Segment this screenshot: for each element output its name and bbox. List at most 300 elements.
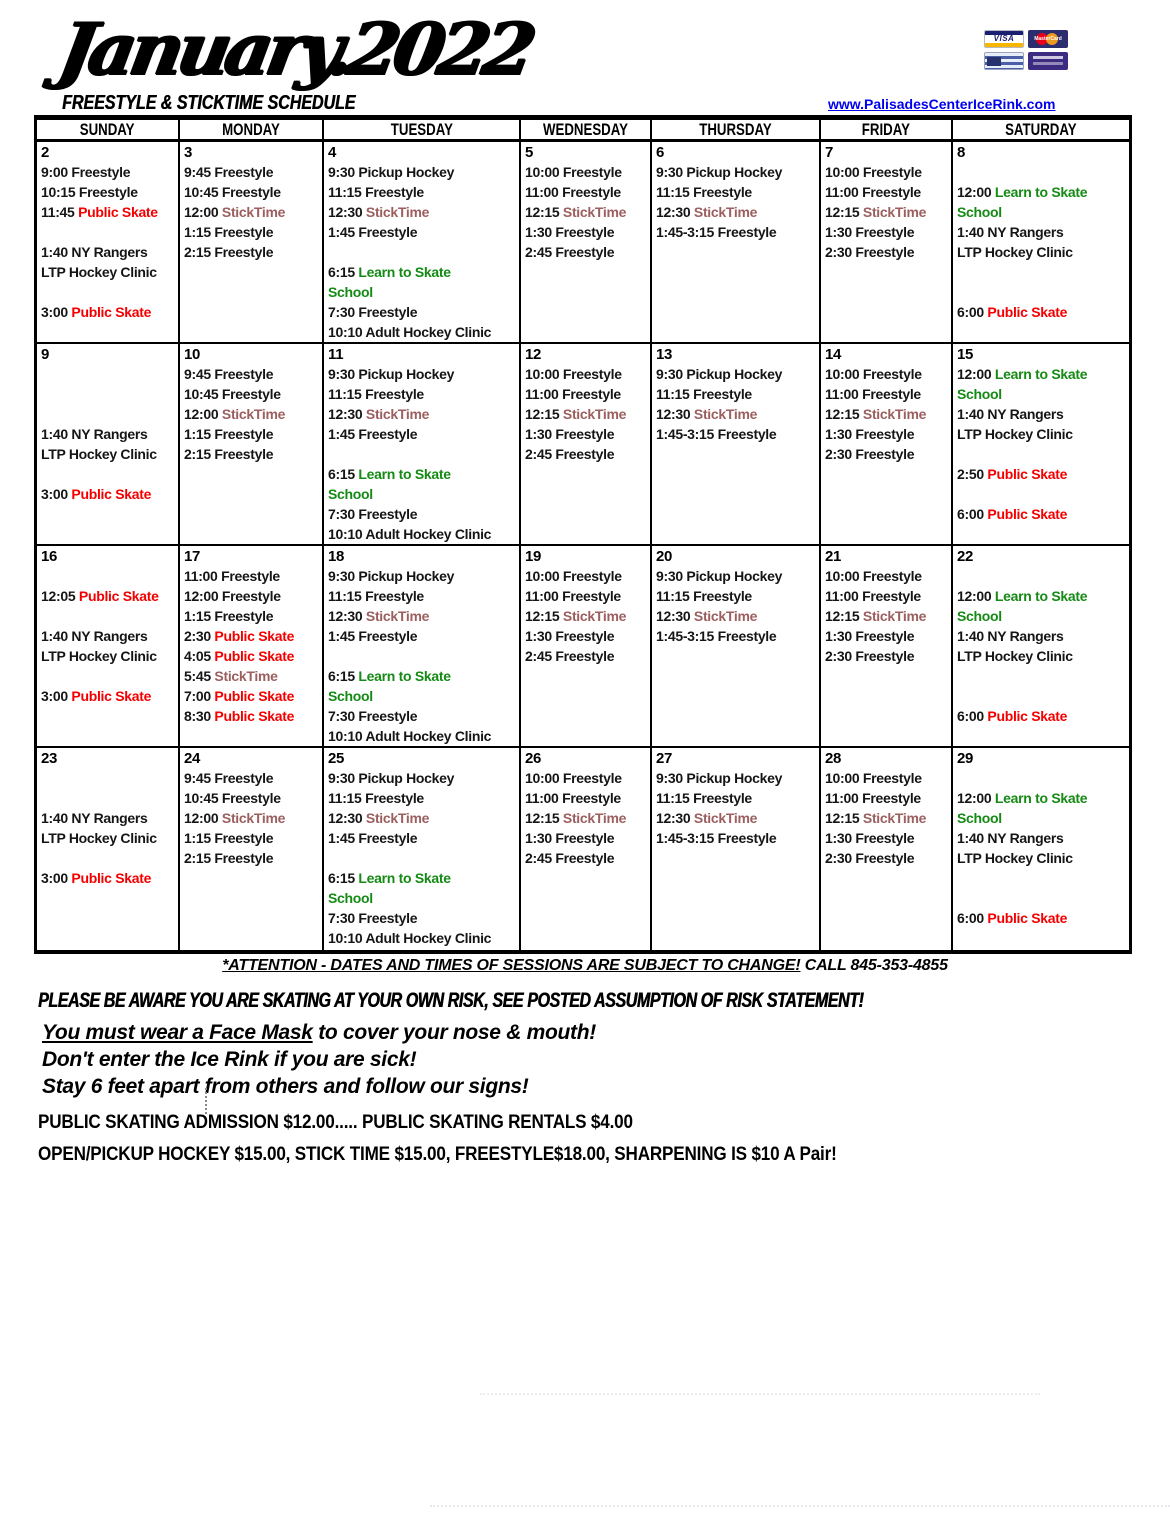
session-time: 8:30 xyxy=(184,708,215,724)
schedule-entry xyxy=(957,706,1127,726)
session-label: School xyxy=(328,486,373,502)
session-time: 1:30 Freestyle xyxy=(525,224,615,240)
day-cell-22 xyxy=(953,546,1129,748)
day-cell-11 xyxy=(324,344,521,546)
session-time: 12:15 xyxy=(525,608,563,624)
session-label: StickTime xyxy=(862,406,927,422)
schedule-entry xyxy=(957,606,1127,626)
session-time: LTP Hockey Clinic xyxy=(957,426,1073,442)
session-label: Learn to Skate xyxy=(994,588,1088,604)
session-time: 9:30 Pickup Hockey xyxy=(328,164,455,180)
session-time: 11:15 Freestyle xyxy=(328,790,424,806)
day-number: 11 xyxy=(328,346,344,363)
schedule-entry xyxy=(957,202,1127,222)
day-cell-10 xyxy=(180,344,324,546)
schedule-entry xyxy=(525,162,648,182)
schedule-entry xyxy=(184,606,320,626)
day-header-saturday xyxy=(953,120,1129,142)
schedule-entry xyxy=(41,646,176,666)
session-time: 11:15 Freestyle xyxy=(328,184,424,200)
day-cell-2 xyxy=(37,142,180,344)
schedule-entry xyxy=(656,586,817,606)
amex-card-icon xyxy=(984,52,1024,70)
session-time: 1:45-3:15 Freestyle xyxy=(656,830,777,846)
session-time: 9:45 Freestyle xyxy=(184,366,274,382)
schedule-entry xyxy=(328,322,517,342)
day-cell-3 xyxy=(180,142,324,344)
schedule-entry xyxy=(328,364,517,384)
session-time: 10:00 Freestyle xyxy=(525,568,622,584)
session-time: 2:30 Freestyle xyxy=(825,446,915,462)
session-time: 1:40 NY Rangers xyxy=(957,406,1064,422)
day-header-monday xyxy=(180,120,324,142)
day-cell-13 xyxy=(652,344,821,546)
schedule-entry xyxy=(328,504,517,524)
session-time: 11:45 xyxy=(41,204,79,220)
schedule-entry xyxy=(656,182,817,202)
session-time: 12:00 xyxy=(957,790,995,806)
schedule-entry xyxy=(184,666,320,686)
schedule-entry xyxy=(184,768,320,788)
schedule-entry xyxy=(656,222,817,242)
schedule-entry xyxy=(957,162,1127,182)
card-text-line xyxy=(1033,56,1063,59)
session-time: LTP Hockey Clinic xyxy=(41,830,157,846)
session-time: 12:15 xyxy=(825,810,863,826)
schedule-entry xyxy=(184,686,320,706)
schedule-entry xyxy=(328,666,517,686)
session-label: Public Skate xyxy=(987,708,1068,724)
session-time: 9:00 Freestyle xyxy=(41,164,131,180)
session-time: 2:15 Freestyle xyxy=(184,446,274,462)
schedule-entry xyxy=(328,768,517,788)
session-label: StickTime xyxy=(221,204,286,220)
session-time: 1:40 NY Rangers xyxy=(957,830,1064,846)
day-number: 28 xyxy=(825,750,842,767)
schedule-entry xyxy=(525,566,648,586)
mastercard-label: MasterCard xyxy=(1034,36,1062,42)
session-time: 12:00 xyxy=(184,810,222,826)
session-label: StickTime xyxy=(562,810,627,826)
session-time: 1:30 Freestyle xyxy=(525,628,615,644)
session-label: StickTime xyxy=(862,608,927,624)
day-cell-6 xyxy=(652,142,821,344)
session-label: StickTime xyxy=(862,204,927,220)
session-time: 12:30 xyxy=(328,406,366,422)
schedule-entry xyxy=(957,848,1127,868)
schedule-entry xyxy=(328,524,517,544)
schedule-entry xyxy=(525,828,648,848)
session-label: StickTime xyxy=(693,810,758,826)
session-time: 7:30 Freestyle xyxy=(328,910,418,926)
schedule-entry xyxy=(328,606,517,626)
schedule-entry xyxy=(328,302,517,322)
scan-artifact-line xyxy=(430,1505,1170,1507)
schedule-entry xyxy=(41,808,176,828)
schedule-entry xyxy=(184,162,320,182)
schedule-entry xyxy=(41,484,176,504)
schedule-entry xyxy=(525,404,648,424)
schedule-entry xyxy=(656,162,817,182)
session-time: 11:00 Freestyle xyxy=(825,790,921,806)
session-time: 10:00 Freestyle xyxy=(525,366,622,382)
session-time: 2:50 xyxy=(957,466,988,482)
session-time: LTP Hockey Clinic xyxy=(957,850,1073,866)
schedule-entry xyxy=(525,626,648,646)
schedule-entry xyxy=(41,364,176,384)
day-header-thursday xyxy=(652,120,821,142)
session-time: 6:00 xyxy=(957,910,988,926)
day-number: 21 xyxy=(825,548,842,565)
day-number: 19 xyxy=(525,548,542,565)
session-time: 2:45 Freestyle xyxy=(525,850,615,866)
session-time: 11:15 Freestyle xyxy=(656,790,752,806)
day-cell-26 xyxy=(521,748,652,950)
session-time: 10:00 Freestyle xyxy=(825,770,922,786)
schedule-entry xyxy=(656,424,817,444)
schedule-entry xyxy=(328,424,517,444)
schedule-entry xyxy=(656,606,817,626)
day-number: 25 xyxy=(328,750,345,767)
attention-text: *ATTENTION - DATES AND TIMES OF SESSIONS ARE SUBJECT TO CHANGE! xyxy=(222,957,801,974)
session-time: 12:00 xyxy=(957,184,995,200)
schedule-entry xyxy=(957,424,1127,444)
session-time: 10:10 Adult Hockey Clinic xyxy=(328,930,492,946)
session-time: 12:00 xyxy=(184,406,222,422)
schedule-entry xyxy=(328,384,517,404)
schedule-entry xyxy=(41,424,176,444)
session-label: School xyxy=(957,608,1002,624)
session-time: 10:00 Freestyle xyxy=(825,568,922,584)
schedule-entry xyxy=(825,586,949,606)
session-time: 1:30 Freestyle xyxy=(825,426,915,442)
session-time: 9:45 Freestyle xyxy=(184,770,274,786)
session-time: 12:15 xyxy=(525,406,563,422)
session-time: 1:45 Freestyle xyxy=(328,830,418,846)
schedule-entry xyxy=(825,626,949,646)
day-number: 29 xyxy=(957,750,974,767)
session-time: 12:15 xyxy=(825,608,863,624)
schedule-entry xyxy=(957,566,1127,586)
schedule-entry xyxy=(525,768,648,788)
schedule-entry xyxy=(328,242,517,262)
schedule-entry xyxy=(328,484,517,504)
schedule-entry xyxy=(184,828,320,848)
session-time: 12:30 xyxy=(656,608,694,624)
session-label: School xyxy=(957,386,1002,402)
schedule-entry xyxy=(825,768,949,788)
schedule-entry xyxy=(825,828,949,848)
day-cell-25 xyxy=(324,748,521,950)
page-title: January.2022 xyxy=(52,6,537,91)
session-label: Public Skate xyxy=(987,910,1068,926)
session-label: School xyxy=(328,890,373,906)
payment-cards xyxy=(984,30,1068,70)
session-label: Public Skate xyxy=(214,648,295,664)
session-time: 12:30 xyxy=(328,608,366,624)
schedule-entry xyxy=(328,706,517,726)
session-label: Public Skate xyxy=(71,688,152,704)
risk-statement: PLEASE BE AWARE YOU ARE SKATING AT YOUR OWN RISK, SEE POSTED ASSUMPTION OF RISK STATEMENT! xyxy=(38,989,864,1012)
session-time: 6:00 xyxy=(957,304,988,320)
session-label: StickTime xyxy=(214,668,278,684)
session-time: 9:30 Pickup Hockey xyxy=(328,568,455,584)
day-cell-19 xyxy=(521,546,652,748)
session-time: 12:00 xyxy=(957,588,995,604)
session-time: 1:30 Freestyle xyxy=(525,426,615,442)
session-time: 10:15 Freestyle xyxy=(41,184,138,200)
schedule-entry xyxy=(957,484,1127,504)
session-time: 9:30 Pickup Hockey xyxy=(328,366,455,382)
day-header-label: THURSDAY xyxy=(699,119,772,139)
schedule-entry xyxy=(957,182,1127,202)
schedule-entry xyxy=(328,202,517,222)
schedule-entry xyxy=(656,364,817,384)
day-number: 9 xyxy=(41,346,50,363)
day-cell-20 xyxy=(652,546,821,748)
schedule-entry xyxy=(825,646,949,666)
schedule-entry xyxy=(825,162,949,182)
session-label: StickTime xyxy=(221,406,286,422)
visa-label: VISA xyxy=(993,34,1015,43)
session-label: StickTime xyxy=(562,406,627,422)
schedule-entry xyxy=(825,202,949,222)
schedule-entry xyxy=(957,444,1127,464)
session-time: 7:30 Freestyle xyxy=(328,506,418,522)
session-label: School xyxy=(957,810,1002,826)
schedule-entry xyxy=(825,182,949,202)
scan-artifact-line xyxy=(480,1393,1040,1395)
session-label: StickTime xyxy=(862,810,927,826)
schedule-entry xyxy=(184,242,320,262)
session-label: Learn to Skate xyxy=(994,366,1088,382)
day-cell-9 xyxy=(37,344,180,546)
schedule-entry xyxy=(41,444,176,464)
schedule-calendar xyxy=(34,115,1132,954)
schedule-entry xyxy=(957,464,1127,484)
schedule-entry xyxy=(525,848,648,868)
session-time: LTP Hockey Clinic xyxy=(41,648,157,664)
day-number: 17 xyxy=(184,548,201,565)
day-number: 12 xyxy=(525,346,542,363)
schedule-entry xyxy=(656,808,817,828)
schedule-entry xyxy=(957,222,1127,242)
schedule-entry xyxy=(825,242,949,262)
schedule-entry xyxy=(525,424,648,444)
session-label: Public Skate xyxy=(987,506,1068,522)
session-label: Learn to Skate xyxy=(994,184,1088,200)
day-cell-5 xyxy=(521,142,652,344)
session-label: Learn to Skate xyxy=(358,466,451,482)
schedule-entry xyxy=(957,868,1127,888)
schedule-entry xyxy=(525,606,648,626)
session-time: 2:15 Freestyle xyxy=(184,244,274,260)
schedule-entry xyxy=(525,364,648,384)
session-time: 11:15 Freestyle xyxy=(328,588,424,604)
session-time: 12:00 xyxy=(184,204,222,220)
session-time: 9:30 Pickup Hockey xyxy=(328,770,455,786)
session-label: StickTime xyxy=(693,608,758,624)
schedule-entry xyxy=(957,504,1127,524)
session-time: 1:30 Freestyle xyxy=(525,830,615,846)
schedule-entry xyxy=(184,404,320,424)
session-time: 5:45 xyxy=(184,668,215,684)
schedule-entry xyxy=(328,262,517,282)
schedule-entry xyxy=(525,788,648,808)
session-label: StickTime xyxy=(365,204,430,220)
day-cell-7 xyxy=(821,142,953,344)
schedule-entry xyxy=(184,808,320,828)
schedule-entry xyxy=(328,182,517,202)
schedule-entry xyxy=(328,222,517,242)
session-label: Public Skate xyxy=(214,708,295,724)
session-time: 9:30 Pickup Hockey xyxy=(656,366,783,382)
session-time: 11:00 Freestyle xyxy=(825,386,921,402)
session-time: 1:45-3:15 Freestyle xyxy=(656,426,777,442)
session-label: Public Skate xyxy=(987,466,1068,482)
schedule-entry xyxy=(957,908,1127,928)
session-time: 11:15 Freestyle xyxy=(328,386,424,402)
session-time: 1:45 Freestyle xyxy=(328,224,418,240)
session-time: 6:15 xyxy=(328,870,359,886)
schedule-entry xyxy=(328,848,517,868)
session-time: 10:00 Freestyle xyxy=(525,164,622,180)
schedule-entry xyxy=(825,788,949,808)
schedule-entry xyxy=(328,868,517,888)
session-time: 2:15 Freestyle xyxy=(184,850,274,866)
schedule-entry xyxy=(328,686,517,706)
admission-prices: PUBLIC SKATING ADMISSION $12.00..... PUBLIC SKATING RENTALS $4.00 xyxy=(38,1112,633,1133)
session-time: 12:00 xyxy=(957,366,995,382)
schedule-entry xyxy=(957,586,1127,606)
schedule-entry xyxy=(328,726,517,746)
schedule-entry xyxy=(656,404,817,424)
session-time: 11:15 Freestyle xyxy=(656,386,752,402)
card-text-line xyxy=(1033,62,1063,65)
session-time: 11:15 Freestyle xyxy=(656,184,752,200)
schedule-entry xyxy=(525,808,648,828)
schedule-entry xyxy=(184,848,320,868)
session-label: StickTime xyxy=(365,810,430,826)
schedule-entry xyxy=(957,808,1127,828)
session-time: 1:30 Freestyle xyxy=(825,628,915,644)
schedule-entry xyxy=(525,222,648,242)
day-cell-27 xyxy=(652,748,821,950)
schedule-entry xyxy=(41,768,176,788)
session-time: 9:30 Pickup Hockey xyxy=(656,164,783,180)
session-time: 1:45-3:15 Freestyle xyxy=(656,628,777,644)
session-label: School xyxy=(328,284,373,300)
schedule-entry xyxy=(184,202,320,222)
day-number: 3 xyxy=(184,144,193,161)
mastercard-icon xyxy=(1028,30,1068,48)
day-number: 22 xyxy=(957,548,974,565)
schedule-entry xyxy=(825,364,949,384)
schedule-entry xyxy=(41,302,176,322)
schedule-entry xyxy=(41,384,176,404)
schedule-entry xyxy=(328,646,517,666)
day-cell-18 xyxy=(324,546,521,748)
session-label: Learn to Skate xyxy=(358,668,451,684)
schedule-entry xyxy=(656,788,817,808)
schedule-entry xyxy=(957,768,1127,788)
day-number: 18 xyxy=(328,548,345,565)
schedule-entry xyxy=(41,626,176,646)
session-time: 11:00 Freestyle xyxy=(525,790,621,806)
session-time: 1:40 NY Rangers xyxy=(41,426,148,442)
schedule-entry xyxy=(184,384,320,404)
session-time: 6:15 xyxy=(328,668,359,684)
session-time: 10:00 Freestyle xyxy=(825,164,922,180)
schedule-entry xyxy=(957,646,1127,666)
schedule-entry xyxy=(825,404,949,424)
session-time: 7:30 Freestyle xyxy=(328,708,418,724)
day-cell-14 xyxy=(821,344,953,546)
session-time: 2:45 Freestyle xyxy=(525,244,615,260)
day-cell-15 xyxy=(953,344,1129,546)
schedule-entry xyxy=(328,566,517,586)
schedule-entry xyxy=(184,444,320,464)
session-time: 6:00 xyxy=(957,708,988,724)
session-time: 12:05 xyxy=(41,588,79,604)
day-cell-24 xyxy=(180,748,324,950)
session-time: 12:30 xyxy=(328,204,366,220)
schedule-entry xyxy=(328,808,517,828)
session-time: 1:40 NY Rangers xyxy=(957,224,1064,240)
face-mask-underlined: You must wear a Face Mask xyxy=(42,1021,313,1044)
website-link[interactable]: www.PalisadesCenterIceRink.com xyxy=(828,96,1056,112)
session-time: 1:40 NY Rangers xyxy=(41,244,148,260)
session-time: 3:00 xyxy=(41,870,72,886)
schedule-entry xyxy=(825,424,949,444)
session-time: 10:10 Adult Hockey Clinic xyxy=(328,324,492,340)
day-cell-21 xyxy=(821,546,953,748)
schedule-entry xyxy=(184,626,320,646)
schedule-entry xyxy=(184,566,320,586)
session-label: StickTime xyxy=(693,406,758,422)
schedule-entry xyxy=(328,282,517,302)
session-time: 3:00 xyxy=(41,486,72,502)
session-label: Learn to Skate xyxy=(358,264,451,280)
session-time: 11:00 Freestyle xyxy=(184,568,280,584)
schedule-entry xyxy=(825,222,949,242)
session-time: 12:00 Freestyle xyxy=(184,588,281,604)
session-time: 4:05 xyxy=(184,648,215,664)
schedule-entry xyxy=(41,242,176,262)
session-label: Public Skate xyxy=(78,204,158,220)
session-time: LTP Hockey Clinic xyxy=(41,264,157,280)
schedule-entry xyxy=(328,788,517,808)
session-time: 6:15 xyxy=(328,264,359,280)
day-header-label: SUNDAY xyxy=(80,119,135,139)
session-time: 1:40 NY Rangers xyxy=(41,810,148,826)
session-time: 10:45 Freestyle xyxy=(184,386,281,402)
schedule-entry xyxy=(328,626,517,646)
session-time: 1:30 Freestyle xyxy=(825,224,915,240)
schedule-entry xyxy=(656,566,817,586)
scan-artifact-dotted-line xyxy=(205,1088,207,1114)
session-time: 2:45 Freestyle xyxy=(525,648,615,664)
day-number: 27 xyxy=(656,750,673,767)
distance-notice: Stay 6 feet apart from others and follow our signs! xyxy=(42,1075,529,1098)
credit-card-icon xyxy=(1028,52,1068,70)
attention-call-number: CALL 845-353-4855 xyxy=(800,957,948,974)
session-time: 1:15 Freestyle xyxy=(184,426,274,442)
schedule-entry xyxy=(184,586,320,606)
session-time: LTP Hockey Clinic xyxy=(41,446,157,462)
day-header-label: MONDAY xyxy=(222,119,280,139)
session-time: LTP Hockey Clinic xyxy=(957,244,1073,260)
